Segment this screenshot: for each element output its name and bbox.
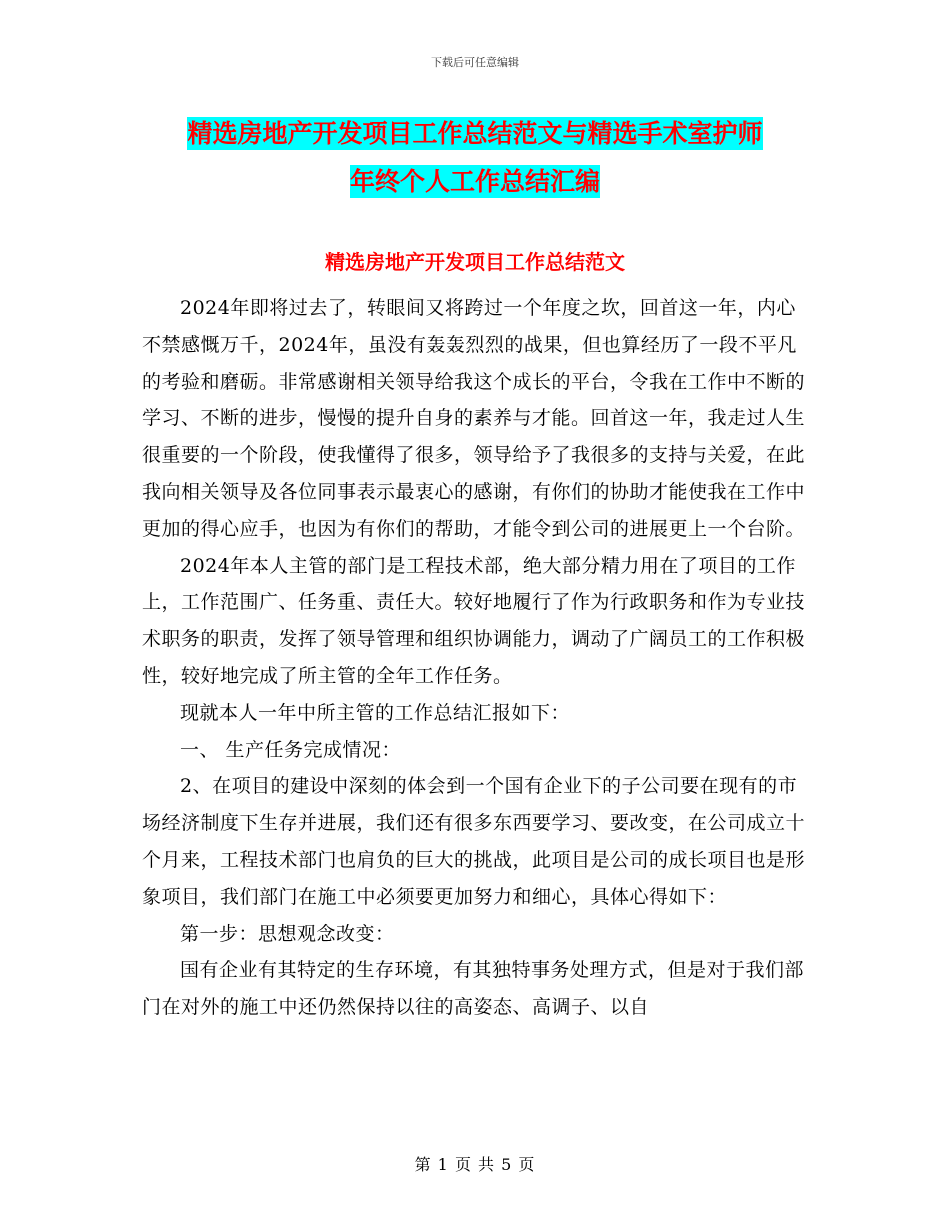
paragraph-heading-production: 一、 生产任务完成情况： [180, 738, 402, 761]
paragraph-step-one: 第一步：思想观念改变： [180, 922, 395, 945]
paragraph-intro: 2024年即将过去了，转眼间又将跨过一个年度之坎，回首这一年，内心不禁感慨万千，2024年，虽没有轰轰烈烈的战果，但也算经历了一段不平凡的考验和磨砺。非常感谢相关领导给我这个成长的平台，令我在工作中不断的学习、不断的进步，慢慢的提升自身的素养与才能。回首这一年，我走过人生很重要的一个阶段，使我懂得了很多，领导给予了我很多的支持与关爱，在此我向相关领导及各位同事表示最衷心的感谢，有你们的协助才能使我在工作中更加的得心应手，也因为有你们的帮助，才能令到公司的进展更上一个台阶。 [142, 297, 806, 540]
section-title: 精选房地产开发项目工作总结范文 [325, 250, 625, 274]
paragraph-state-enterprise: 国有企业有其特定的生存环境，有其独特事务处理方式，但是对于我们部门在对外的施工中还仍然保持以往的高姿态、高调子、以自 [142, 959, 805, 1019]
page-header-note: 下载后可任意编辑 [431, 56, 519, 69]
paragraph-report-lead: 现就本人一年中所主管的工作总结汇报如下： [180, 701, 571, 724]
document-body [142, 290, 812, 1026]
page-footer: 第 1 页 共 5 页 [414, 1155, 536, 1174]
document-title [140, 110, 810, 206]
paragraph-project-experience: 2、在项目的建设中深刻的体会到一个国有企业下的子公司要在现有的市场经济制度下生存并进展，我们还有很多东西要学习、要改变，在公司成立十个月来，工程技术部门也肩负的巨大的挑战，此项目是公司的成长项目也是形象项目，我们部门在施工中必须要更加努力和细心，具体心得如下： [142, 775, 806, 908]
document-title-line-2: 年终个人工作总结汇编 [349, 167, 600, 196]
paragraph-department: 2024年本人主管的部门是工程技术部，绝大部分精力用在了项目的工作上，工作范围广、任务重、责任大。较好地履行了作为行政职务和作为专业技术职务的职责，发挥了领导管理和组织协调能力，调动了广阔员工的工作积极性，较好地完成了所主管的全年工作任务。 [142, 554, 806, 687]
document-title-line-1: 精选房地产开发项目工作总结范文与精选手术室护师 [187, 119, 763, 148]
